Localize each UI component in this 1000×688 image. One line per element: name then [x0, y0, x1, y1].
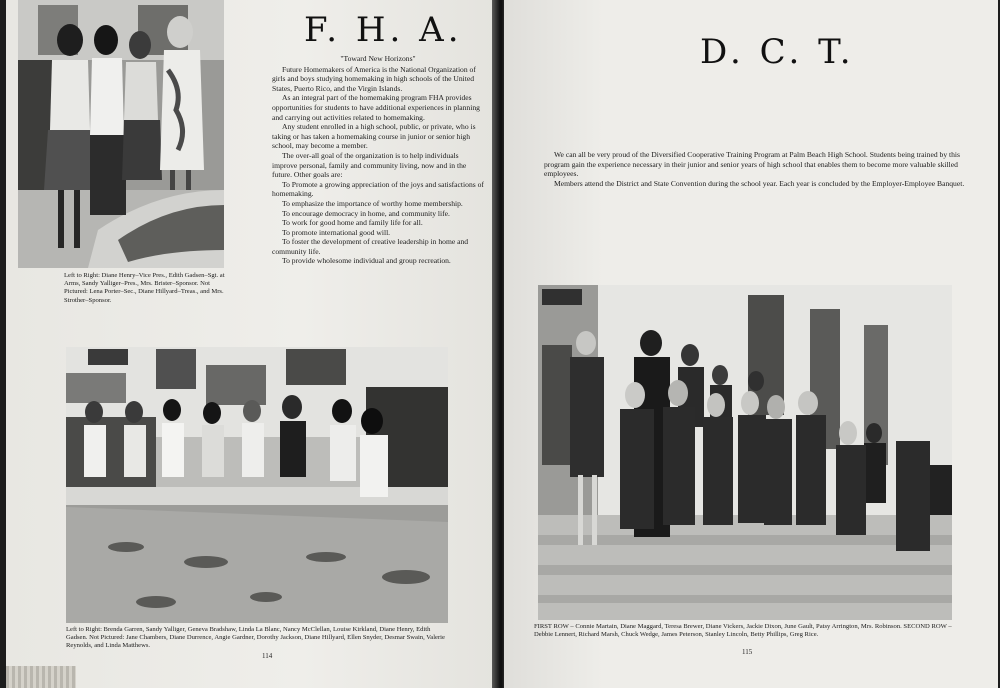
page-number-left: 114: [262, 652, 273, 660]
torn-corner: [6, 666, 76, 688]
officers-photo-art: [18, 0, 224, 268]
fha-group-photo-art: [66, 347, 448, 623]
fha-group-caption: Left to Right: Brenda Garren, Sandy Yalliger, Geneva Bradshaw, Linda La Blanc, Nancy McClellan, Louise Kirkland, Diane Henry, Edith Gadsen. Not Pictured: Jane Chambers, Diane Durrence, Angie Gardner, Dorothy Jackson, Diane Hillyard, Ellen Snyder, Desmar Swain, Valerie Reynolds, and Linda Matthews.: [66, 626, 445, 650]
officers-caption: Left to Right: Diane Henry–Vice Pres., Edith Gadsen–Sgt. at Arms, Sandy Yalliger–Pres., Mrs. Brister–Sponsor. Not Pictured: Lena Porter–Sec., Diane Hillyard–Treas., and Mrs. Strother–Sponsor.: [64, 272, 225, 304]
fha-paragraph: Future Homemakers of America is the National Organization of girls and boys studying homemaking in high schools of the United States, Puerto Rico, and the Virgin Islands.: [272, 64, 476, 93]
dct-body: [544, 150, 970, 188]
fha-group-photo: [66, 347, 448, 623]
fha-body: [272, 54, 484, 266]
right-page: [504, 0, 998, 688]
dct-group-photo-art: [538, 285, 952, 620]
fha-goal: To emphasize the importance of worthy home membership.: [282, 198, 463, 208]
officers-photo: [18, 0, 224, 268]
dct-paragraph: Members attend the District and State Convention during the school year. Each year is concluded by the Employer-Employee Banquet.: [554, 178, 965, 188]
fha-title: F. H. A.: [304, 10, 463, 50]
fha-paragraph: As an integral part of the homemaking program FHA provides opportunities for students to have additional experiences in planning and carrying out activities related to homemaking.: [272, 93, 480, 122]
fha-goal: To Promote a growing appreciation of the joys and satisfactions of homemaking.: [272, 179, 484, 199]
fha-goal: To provide wholesome individual and group recreation.: [282, 256, 451, 266]
fha-goal: To encourage democracy in home, and community life.: [282, 208, 450, 218]
fha-goal: To foster the development of creative leadership in home and community life.: [272, 237, 469, 256]
dct-caption: FIRST ROW – Connie Martain, Diane Maggard, Teresa Brewer, Diane Vickers, Jackie Dixon, June Gault, Patsy Arrington, Mrs. Robinson. SECOND ROW – Debbie Lennert, Richard Marsh, Chuck Wedge, James Peterson, Stanley Lincoln, Betty Phillips, Greg Rice.: [534, 623, 952, 639]
fha-paragraph: The over-all goal of the organization is to help individuals improve personal, family and community living, now and in the future. Other goals are:: [272, 150, 467, 180]
dct-group-photo: [538, 285, 952, 620]
dct-title: D. C. T.: [700, 32, 855, 72]
fha-subtitle: "Toward New Horizons": [340, 54, 416, 63]
fha-goal: To work for good home and family life for all.: [282, 218, 423, 228]
left-page: [6, 0, 498, 688]
page-number-right: 115: [742, 648, 753, 656]
fha-goal: To promote international good will.: [282, 227, 391, 237]
dct-paragraph: We can all be very proud of the Diversified Cooperative Training Program at Palm Beach High School. Students being trained by this program gain the experience necessary in their junior and senior years of high school that enables them to become more valuable skilled employees.: [544, 150, 960, 179]
fha-paragraph: Any student enrolled in a high school, public, or private, who is taking or has taken a homemaking course in junior or senior high school, may become a member.: [272, 122, 476, 151]
